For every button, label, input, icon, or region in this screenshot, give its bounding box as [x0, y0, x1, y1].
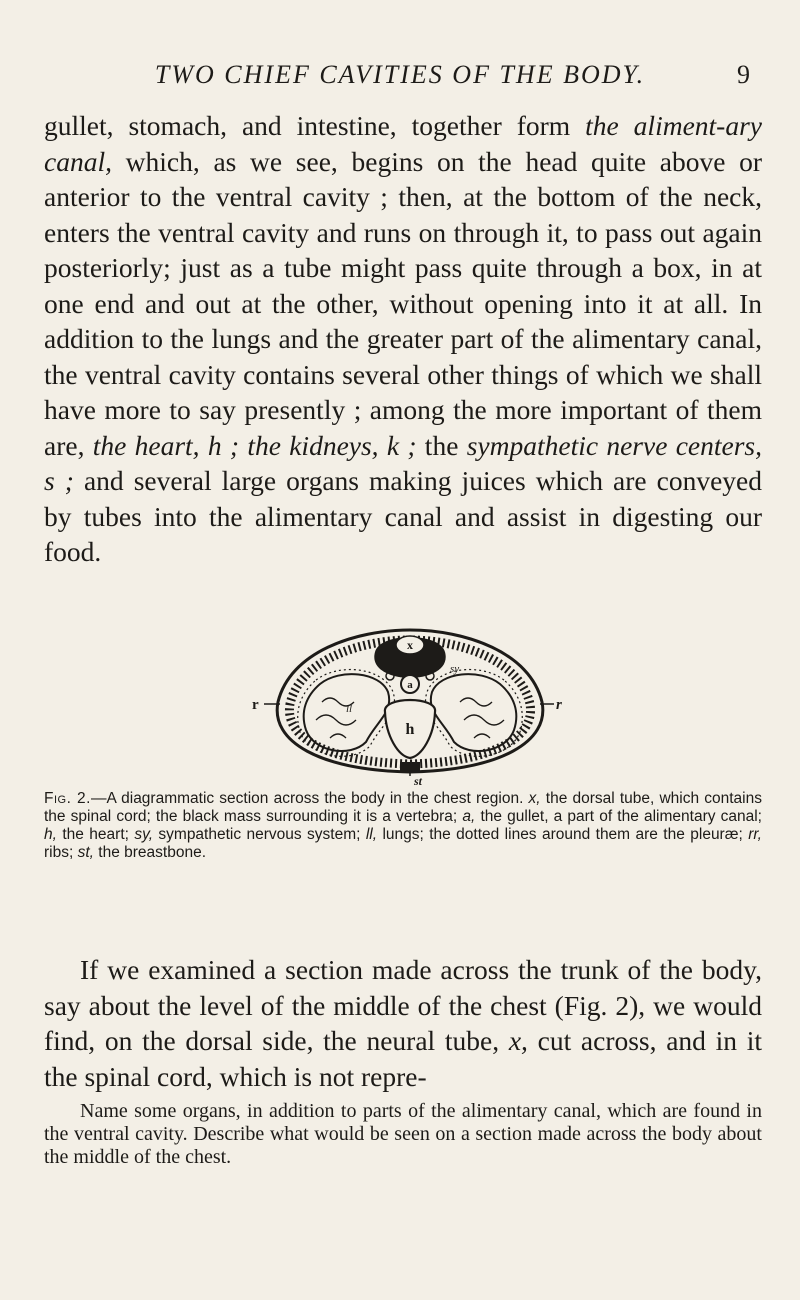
caption-text-8: the breastbone.	[93, 844, 206, 861]
caption-label: Fig. 2.	[44, 790, 91, 807]
p1-text-3: the	[416, 429, 467, 461]
running-head: TWO CHIEF CAVITIES OF THE BODY.	[154, 60, 646, 89]
caption-key-sy: sy,	[134, 826, 153, 843]
caption-key-ll: ll,	[365, 826, 378, 843]
label-a: a	[407, 679, 413, 691]
label-h: h	[405, 721, 415, 738]
paragraph-2	[44, 952, 762, 1094]
p2-text-2: cut across, and in it the spinal cord, which is not repre-	[44, 1025, 762, 1092]
page-header	[0, 60, 800, 100]
p1-term-sympathetic: sympathetic nerve centers, s ;	[44, 429, 762, 496]
p1-term-heart-kidneys: the heart, h ; the kidneys, k ;	[92, 429, 417, 461]
figure-chest-section	[250, 612, 570, 787]
caption-key-st: st,	[77, 844, 94, 861]
caption-text-2: the dorsal tube, which contains the spinal cord; the black mass surrounding it is a vertebra;	[44, 790, 762, 825]
caption-text-5: sympathetic nervous system;	[153, 826, 366, 843]
lung-right	[431, 674, 517, 751]
caption-key-x: x,	[528, 790, 541, 807]
caption-key-a: a,	[462, 808, 476, 825]
p1-text-4: and several large organs making juices which are conveyed by tubes into the alimentary canal and assist in digesting our food.	[44, 465, 762, 567]
caption-text-4: the heart;	[56, 826, 135, 843]
caption-key-h: h,	[44, 826, 57, 843]
label-x: x	[407, 638, 413, 652]
lung-tissue-right	[460, 698, 504, 738]
breastbone	[400, 762, 420, 771]
page-number: 9	[737, 60, 750, 89]
caption-text-7: ribs;	[44, 844, 78, 861]
label-r-right: r	[556, 697, 562, 713]
p1-text-1: gullet, stomach, and intestine, together form	[44, 110, 586, 141]
label-st: st	[414, 774, 423, 787]
label-r-left: r	[252, 697, 259, 713]
paragraph-1	[44, 108, 762, 570]
label-ll: ll	[346, 703, 353, 715]
p2-text-1: If we examined a section made across the trunk of the body, say about the level of the middle of the chest (Fig. 2), we would find, on the dorsal side, the neural tube,	[44, 954, 762, 1056]
caption-text-1: —A diagrammatic section across the body in the chest region.	[90, 790, 529, 807]
caption-key-rr: rr,	[748, 826, 762, 843]
chest-section-diagram	[250, 612, 570, 787]
figure-caption	[44, 790, 762, 862]
p1-term-alimentary-canal: the aliment-ary canal,	[44, 110, 762, 177]
caption-text-3: the gullet, a part of the alimentary canal;	[475, 808, 762, 825]
p1-text-2: which, as we see, begins on the head quite above or anterior to the ventral cavity ; then, at the bottom of the neck, enters the ventral cavity and runs on through it, to pass out again posteriorly; just as a tube might pass quite through a box, in at one end and out at the other, without opening into it at all. In addition to the lungs and the greater part of the alimentary canal, the ventral cavity contains several other things of which we shall have more to say presently ; among the more important of them are,	[44, 145, 762, 461]
p2-term-x: x,	[508, 1025, 528, 1056]
caption-text-6: lungs; the dotted lines around them are the pleuræ;	[377, 826, 749, 843]
review-questions: Name some organs, in addition to parts of the alimentary canal, which are found in the ventral cavity. Describe what would be seen on a section made across the body about the middle of the chest.	[44, 1100, 762, 1168]
label-sy: sy	[450, 663, 460, 675]
